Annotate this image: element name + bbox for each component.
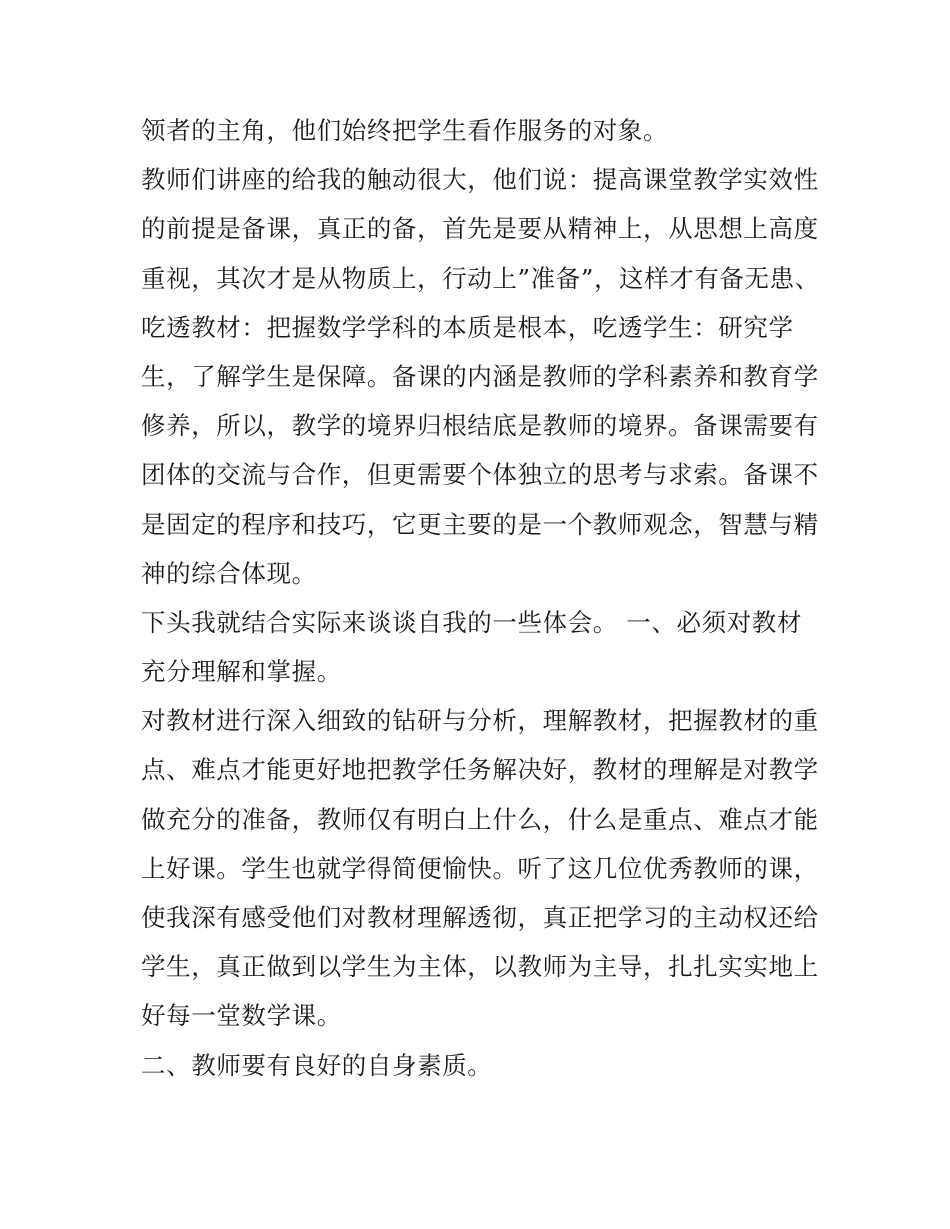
- text-line: 二、教师要有良好的自身素质。: [141, 1050, 493, 1080]
- text-line: 上好课。学生也就学得简便愉快。听了这几位优秀教师的课，: [141, 853, 819, 883]
- text-line: 教师们讲座的给我的触动很大，他们说：提高课堂教学实效性: [141, 165, 819, 195]
- text-line: 对教材进行深入细致的钻研与分析，理解教材，把握教材的重: [141, 706, 819, 736]
- text-line: 学生，真正做到以学生为主体，以教师为主导，扎扎实实地上: [141, 952, 819, 982]
- text-line: 做充分的准备，教师仅有明白上什么，什么是重点、难点才能: [141, 804, 819, 834]
- text-line: 重视，其次才是从物质上，行动上”准备”，这样才有备无患、: [141, 263, 820, 293]
- text-line: 修养，所以，教学的境界归根结底是教师的境界。备课需要有: [141, 411, 819, 441]
- text-line: 领者的主角，他们始终把学生看作服务的对象。: [141, 116, 669, 145]
- text-line: 是固定的程序和技巧，它更主要的是一个教师观念，智慧与精: [141, 509, 819, 539]
- text-line: 生，了解学生是保障。备课的内涵是教师的学科素养和教育学: [141, 361, 819, 391]
- text-line: 团体的交流与合作，但更需要个体独立的思考与求索。备课不: [141, 460, 819, 490]
- text-line: 点、难点才能更好地把教学任务解决好，教材的理解是对教学: [141, 755, 819, 785]
- text-line: 吃透教材：把握数学学科的本质是根本，吃透学生：研究学: [141, 312, 794, 342]
- text-line: 使我深有感受他们对教材理解透彻，真正把学习的主动权还给: [141, 903, 819, 932]
- text-line: 的前提是备课，真正的备，首先是要从精神上，从思想上高度: [141, 214, 819, 244]
- text-line: 下头我就结合实际来谈谈自我的一些体会。 一、必须对教材: [141, 607, 802, 637]
- body-text: [141, 106, 821, 1090]
- text-line: 充分理解和掌握。: [141, 657, 342, 687]
- text-line: 神的综合体现。: [141, 558, 317, 588]
- text-line: 好每一堂数学课。: [141, 1001, 342, 1031]
